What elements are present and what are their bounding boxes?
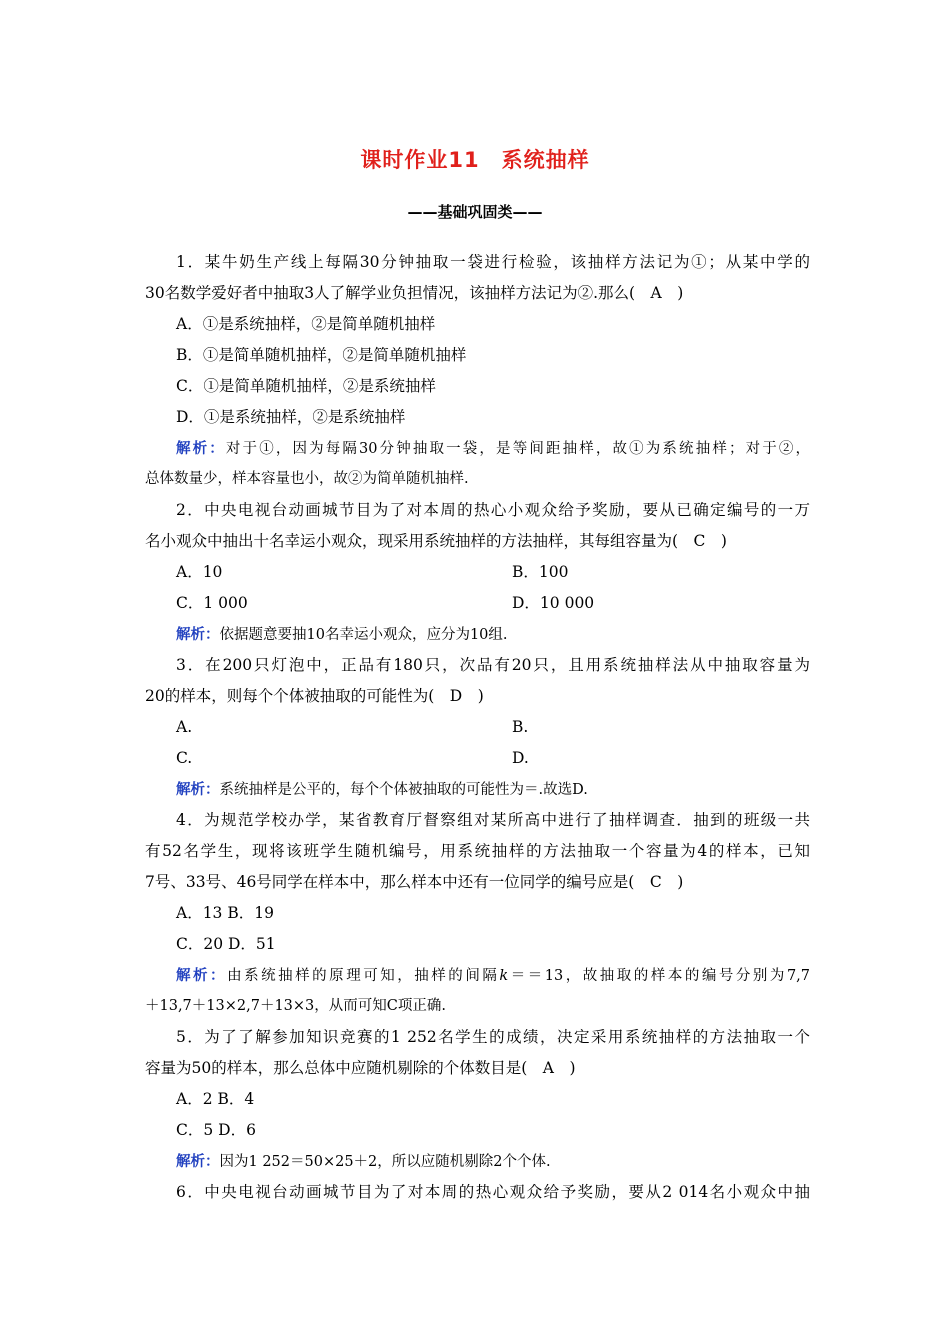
q3-option-b: B. bbox=[512, 718, 529, 736]
q2-options-row2 bbox=[176, 592, 810, 614]
q4-stem-line2: 有52名学生，现将该班学生随机编号，用系统抽样的方法抽取一个容量为4的样本，已知 bbox=[145, 842, 810, 860]
page-title: 课时作业11 系统抽样 bbox=[360, 148, 590, 172]
q3-explanation-text: 系统抽样是公平的，每个个体被抽取的可能性为＝.故选D. bbox=[219, 782, 588, 798]
q3-option-c: C. bbox=[176, 749, 193, 767]
q2-option-b: B．100 bbox=[512, 563, 569, 581]
q1-option-d: D．①是系统抽样，②是系统抽样 bbox=[176, 408, 406, 426]
q4-stem-line1: 4．为规范学校办学，某省教育厅督察组对某所高中进行了抽样调查．抽到的班级一共 bbox=[176, 811, 810, 829]
q4-explanation-line1 bbox=[176, 964, 810, 986]
q1-explanation-line2: 总体数量少，样本容量也小，故②为简单随机抽样. bbox=[145, 471, 469, 487]
q3-options-row1 bbox=[176, 716, 810, 738]
q5-options-row2: C．5 D．6 bbox=[176, 1121, 256, 1139]
q3-option-d: D. bbox=[512, 749, 529, 767]
q1-option-c: C．①是简单随机抽样，②是系统抽样 bbox=[176, 377, 436, 395]
q1-explanation-text: 对于①，因为每隔30分钟抽取一袋，是等间距抽样，故①为系统抽样；对于②， bbox=[225, 441, 811, 457]
q3-options-row2 bbox=[176, 747, 810, 769]
q5-options-row1: A．2 B．4 bbox=[176, 1090, 255, 1108]
q1-explanation-line1 bbox=[176, 437, 810, 459]
q2-option-c: C．1 000 bbox=[176, 594, 248, 612]
q2-explanation-text: 依据题意要抽10名幸运小观众，应分为10组. bbox=[219, 627, 508, 643]
explanation-label: 解析： bbox=[176, 1154, 220, 1170]
q4-explanation-variable-k: k bbox=[499, 968, 509, 984]
q5-stem-line2: 容量为50的样本，那么总体中应随机剔除的个体数目是( A ) bbox=[145, 1059, 576, 1077]
q1-stem-line1: 1．某牛奶生产线上每隔30分钟抽取一袋进行检验，该抽样方法记为①；从某中学的 bbox=[176, 253, 810, 271]
q5-explanation bbox=[176, 1150, 810, 1172]
q4-explanation-line2: ＋13,7＋13×2,7＋13×3，从而可知C项正确. bbox=[145, 998, 446, 1014]
q2-stem-line2: 名小观众中抽出十名幸运小观众，现采用系统抽样的方法抽样，其每组容量为( C ) bbox=[145, 532, 727, 550]
q5-stem-line1: 5．为了了解参加知识竞赛的1 252名学生的成绩，决定采用系统抽样的方法抽取一个 bbox=[176, 1028, 810, 1046]
q2-option-a: A．10 bbox=[176, 563, 223, 581]
q4-stem-line3: 7号、33号、46号同学在样本中，那么样本中还有一位同学的编号应是( C ) bbox=[145, 873, 684, 891]
q1-stem-line2: 30名数学爱好者中抽取3人了解学业负担情况，该抽样方法记为②.那么( A ) bbox=[145, 284, 684, 302]
q4-explanation-text-a: 由系统抽样的原理可知，抽样的间隔 bbox=[227, 968, 500, 984]
q3-stem-line2: 20的样本，则每个个体被抽取的可能性为( D ) bbox=[145, 687, 484, 705]
q5-explanation-text: 因为1 252＝50×25＋2，所以应随机剔除2个个体. bbox=[219, 1154, 551, 1170]
q3-explanation bbox=[176, 778, 810, 800]
q1-option-a: A．①是系统抽样，②是简单随机抽样 bbox=[176, 315, 436, 333]
q2-explanation bbox=[176, 623, 810, 645]
explanation-label: 解析： bbox=[176, 968, 228, 984]
q2-option-d: D．10 000 bbox=[512, 594, 595, 612]
q2-options-row1 bbox=[176, 561, 810, 583]
q4-options-row2: C．20 D．51 bbox=[176, 935, 276, 953]
explanation-label: 解析： bbox=[176, 441, 226, 457]
q3-stem-line1: 3．在200只灯泡中，正品有180只，次品有20只，且用系统抽样法从中抽取容量为 bbox=[176, 656, 810, 674]
q1-option-b: B．①是简单随机抽样，②是简单随机抽样 bbox=[176, 346, 467, 364]
q6-stem-line1: 6．中央电视台动画城节目为了对本周的热心观众给予奖励，要从2 014名小观众中抽 bbox=[176, 1183, 810, 1201]
q3-option-a: A. bbox=[176, 718, 193, 736]
explanation-label: 解析： bbox=[176, 782, 220, 798]
explanation-label: 解析： bbox=[176, 627, 220, 643]
section-heading: ——基础巩固类—— bbox=[407, 203, 543, 221]
q2-stem-line1: 2．中央电视台动画城节目为了对本周的热心小观众给予奖励，要从已确定编号的一万 bbox=[176, 501, 810, 519]
q4-explanation-text-b: ＝＝13，故抽取的样本的编号分别为7,7 bbox=[508, 968, 811, 984]
q4-options-row1: A．13 B．19 bbox=[176, 904, 274, 922]
